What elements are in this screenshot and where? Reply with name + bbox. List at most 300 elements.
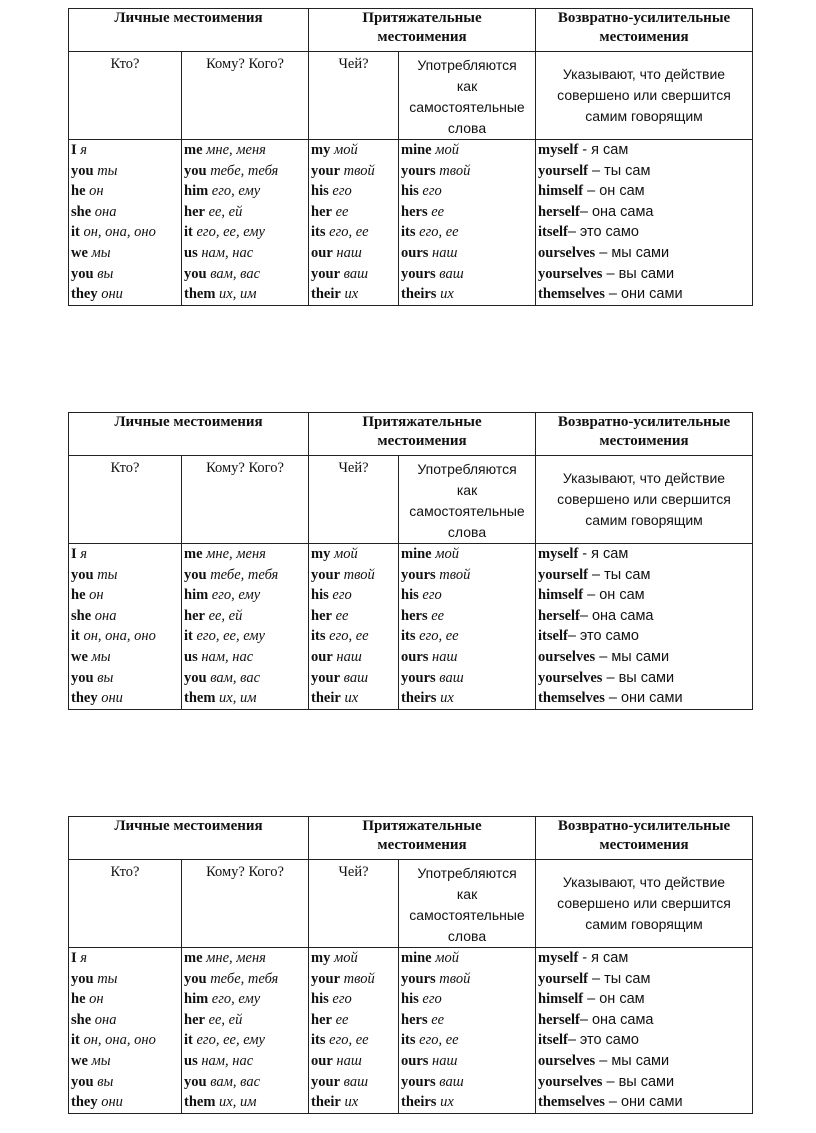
- english-pronoun: their: [311, 690, 341, 707]
- russian-translation: твой: [435, 970, 471, 987]
- russian-translation: вы: [93, 1073, 114, 1090]
- russian-translation: – она сама: [579, 607, 654, 624]
- russian-translation: наш: [428, 648, 458, 665]
- english-pronoun: she: [71, 203, 92, 220]
- subheader-text: [536, 52, 752, 127]
- english-pronoun: me: [184, 142, 203, 158]
- russian-translation: – мы сами: [595, 244, 670, 261]
- russian-translation: мой: [431, 546, 460, 562]
- possessive-entry: [311, 626, 398, 647]
- reflexive-pronouns-header: [536, 413, 753, 456]
- possessive-entry: [311, 585, 398, 606]
- english-pronoun: yourself: [538, 566, 588, 583]
- reflexive-pronouns-column: [536, 140, 753, 306]
- english-pronoun: yours: [401, 970, 436, 987]
- absolute-entry: [401, 969, 535, 990]
- subheader-line: как: [456, 482, 478, 498]
- absolute-entry: [401, 243, 535, 264]
- possessive-absolute-column: [399, 544, 536, 710]
- russian-translation: нам, нас: [197, 244, 254, 261]
- subheader-line: Употребляются: [417, 865, 517, 881]
- russian-translation: его, ее: [415, 1032, 459, 1049]
- absolute-entry: [401, 989, 535, 1010]
- russian-translation: ваш: [435, 265, 464, 282]
- subheader-line: слова: [447, 928, 487, 944]
- possessive-entry: [311, 181, 398, 202]
- subheader-line: самим говорящим: [585, 108, 703, 124]
- subject-entry: [71, 948, 181, 969]
- header-text: Личные местоимения: [114, 414, 263, 430]
- english-pronoun: you: [71, 1073, 94, 1090]
- russian-translation: – он сам: [583, 991, 645, 1008]
- russian-translation: их: [436, 1094, 454, 1111]
- subheader-line: слова: [447, 120, 487, 136]
- english-pronoun: their: [311, 286, 341, 303]
- subject-entry: [71, 1051, 181, 1072]
- possessive-entry: [311, 948, 398, 969]
- who-subheader: [69, 52, 182, 140]
- subheader-text: Чей?: [338, 56, 369, 72]
- subject-entry: [71, 161, 181, 182]
- absolute-entry: [401, 181, 535, 202]
- subject-entry: [71, 626, 181, 647]
- english-pronoun: herself: [538, 203, 580, 220]
- russian-translation: их: [436, 286, 454, 303]
- russian-translation: – она сама: [579, 1011, 654, 1028]
- english-pronoun: itself: [538, 224, 568, 241]
- object-entry: [184, 1030, 308, 1051]
- subheader-line: совершено или свершится: [557, 491, 731, 507]
- reflexive-pronouns-header: [536, 9, 753, 52]
- reflexive-entry: [538, 140, 752, 161]
- russian-translation: ваш: [340, 669, 369, 686]
- reflexive-entry: [538, 565, 752, 586]
- russian-translation: его, ее: [325, 224, 369, 241]
- object-entry: [184, 565, 308, 586]
- english-pronoun: herself: [538, 1011, 580, 1028]
- russian-translation: мне, меня: [202, 950, 266, 966]
- english-pronoun: ourselves: [538, 1052, 596, 1069]
- subject-entry: [71, 647, 181, 668]
- russian-translation: тебе, тебя: [206, 970, 279, 987]
- english-pronoun: itself: [538, 628, 568, 645]
- subject-entry: [71, 688, 181, 709]
- english-pronoun: you: [71, 265, 94, 282]
- english-pronoun: it: [184, 1032, 193, 1049]
- subject-entry: [71, 544, 181, 565]
- subheader-line: самостоятельные: [409, 503, 525, 519]
- russian-translation: мне, меня: [202, 546, 266, 562]
- russian-translation: они: [97, 286, 123, 303]
- russian-translation: он, она, оно: [79, 628, 156, 645]
- possessive-pronouns-header: [309, 817, 536, 860]
- subheader-text: [399, 456, 535, 543]
- english-pronoun: his: [401, 991, 419, 1008]
- russian-translation: я: [76, 142, 88, 158]
- russian-translation: мой: [330, 546, 358, 562]
- english-pronoun: she: [71, 607, 92, 624]
- subheader-text: Кто?: [110, 56, 140, 72]
- english-pronoun: him: [184, 587, 209, 604]
- subject-entry: [71, 284, 181, 305]
- english-pronoun: its: [311, 1032, 326, 1049]
- russian-translation: тебе, тебя: [206, 162, 279, 179]
- english-pronoun: it: [184, 628, 193, 645]
- russian-translation: – ты сам: [587, 970, 651, 987]
- english-pronoun: them: [184, 1094, 216, 1111]
- personal-pronouns-header: [69, 9, 309, 52]
- possessive-entry: [311, 969, 398, 990]
- subheader-line: самостоятельные: [409, 99, 525, 115]
- subheader-text: Кто?: [110, 460, 140, 476]
- russian-translation: ты: [93, 970, 118, 987]
- reflexive-entry: [538, 264, 752, 285]
- whose-subheader: [309, 860, 399, 948]
- subheader-line: совершено или свершится: [557, 87, 731, 103]
- subject-entry: [71, 1092, 181, 1113]
- subheader-text: Кому? Кого?: [206, 864, 284, 880]
- object-entry: [184, 626, 308, 647]
- reflexive-pronouns-column: [536, 948, 753, 1114]
- english-pronoun: its: [401, 224, 416, 241]
- english-pronoun: his: [311, 183, 329, 200]
- russian-translation: вам, вас: [206, 669, 261, 686]
- subject-pronouns-column: [69, 140, 182, 306]
- russian-translation: тебе, тебя: [206, 566, 279, 583]
- possessive-entry: [311, 202, 398, 223]
- subheader-line: самостоятельные: [409, 907, 525, 923]
- object-entry: [184, 264, 308, 285]
- header-text: Личные местоимения: [114, 818, 263, 834]
- header-text: местоимения: [377, 837, 467, 853]
- russian-translation: – это само: [567, 1032, 639, 1049]
- possessive-entry: [311, 688, 398, 709]
- russian-translation: наш: [332, 244, 362, 261]
- subject-entry: [71, 243, 181, 264]
- russian-translation: я: [76, 546, 88, 562]
- russian-translation: твой: [340, 162, 375, 179]
- subheader-text: Кому? Кого?: [206, 460, 284, 476]
- reflexive-entry: [538, 181, 752, 202]
- subject-pronouns-column: [69, 544, 182, 710]
- object-entry: [184, 969, 308, 990]
- russian-translation: он, она, оно: [79, 1032, 156, 1049]
- possessive-entry: [311, 140, 398, 161]
- absolute-entry: [401, 626, 535, 647]
- russian-translation: – ты сам: [587, 162, 651, 179]
- russian-translation: ее: [427, 203, 445, 220]
- whose-subheader: [309, 456, 399, 544]
- header-text: Возвратно-усилительные: [557, 414, 731, 430]
- russian-translation: мне, меня: [202, 142, 266, 158]
- object-entry: [184, 243, 308, 264]
- english-pronoun: itself: [538, 1032, 568, 1049]
- english-pronoun: yours: [401, 265, 436, 282]
- english-pronoun: they: [71, 690, 98, 707]
- header-text: местоимения: [377, 433, 467, 449]
- russian-translation: – он сам: [583, 587, 645, 604]
- subheader-line: Употребляются: [417, 461, 517, 477]
- english-pronoun: you: [71, 669, 94, 686]
- english-pronoun: it: [71, 628, 80, 645]
- absolute-entry: [401, 140, 535, 161]
- possessive-absolute-column: [399, 140, 536, 306]
- whom-subheader: [182, 52, 309, 140]
- whom-subheader: [182, 860, 309, 948]
- header-text: местоимения: [599, 837, 689, 853]
- russian-translation: ваш: [435, 669, 464, 686]
- english-pronoun: himself: [538, 991, 584, 1008]
- object-pronouns-column: [182, 140, 309, 306]
- object-entry: [184, 1072, 308, 1093]
- english-pronoun: him: [184, 183, 209, 200]
- russian-translation: я: [76, 950, 88, 966]
- english-pronoun: your: [311, 566, 341, 583]
- object-entry: [184, 181, 308, 202]
- personal-pronouns-header: [69, 413, 309, 456]
- subheader-text: Чей?: [338, 460, 369, 476]
- russian-translation: ее: [331, 203, 349, 220]
- who-subheader: [69, 456, 182, 544]
- absolute-entry: [401, 1072, 535, 1093]
- english-pronoun: hers: [401, 607, 428, 624]
- english-pronoun: his: [401, 183, 419, 200]
- english-pronoun: I: [71, 950, 77, 966]
- russian-translation: – они сами: [604, 690, 683, 707]
- header-text: Личные местоимения: [114, 10, 263, 26]
- russian-translation: его: [418, 587, 442, 604]
- russian-translation: его, ее, ему: [192, 224, 265, 241]
- subject-entry: [71, 969, 181, 990]
- russian-translation: он: [85, 183, 104, 200]
- header-text: Возвратно-усилительные: [557, 818, 731, 834]
- possessive-absolute-column: [399, 948, 536, 1114]
- english-pronoun: he: [71, 183, 86, 200]
- personal-pronouns-header: [69, 817, 309, 860]
- english-pronoun: yourself: [538, 162, 588, 179]
- english-pronoun: my: [311, 546, 331, 562]
- possessive-entry: [311, 1072, 398, 1093]
- english-pronoun: his: [311, 991, 329, 1008]
- english-pronoun: her: [311, 203, 332, 220]
- english-pronoun: mine: [401, 142, 432, 158]
- english-pronoun: you: [184, 970, 207, 987]
- possessive-entry: [311, 544, 398, 565]
- russian-translation: мой: [431, 142, 460, 158]
- russian-translation: твой: [340, 566, 375, 583]
- reflexive-entry: [538, 1072, 752, 1093]
- russian-translation: мы: [87, 648, 111, 665]
- possessive-entry: [311, 606, 398, 627]
- russian-translation: мой: [330, 950, 358, 966]
- pronoun-table: [68, 8, 753, 306]
- reflexive-entry: [538, 284, 752, 305]
- russian-translation: его, ему: [208, 183, 261, 200]
- subheader-line: как: [456, 886, 478, 902]
- russian-translation: он: [85, 587, 104, 604]
- english-pronoun: themselves: [538, 1094, 605, 1111]
- russian-translation: его, ее: [415, 628, 459, 645]
- possessive-adjectives-column: [309, 544, 399, 710]
- absolute-entry: [401, 161, 535, 182]
- russian-translation: твой: [435, 162, 471, 179]
- reflexive-entry: [538, 948, 752, 969]
- english-pronoun: her: [184, 203, 205, 220]
- english-pronoun: it: [71, 1032, 80, 1049]
- who-subheader: [69, 860, 182, 948]
- english-pronoun: ours: [401, 648, 429, 665]
- english-pronoun: them: [184, 286, 216, 303]
- english-pronoun: us: [184, 1052, 198, 1069]
- subject-entry: [71, 668, 181, 689]
- possessive-entry: [311, 243, 398, 264]
- english-pronoun: you: [184, 669, 207, 686]
- header-text: местоимения: [599, 433, 689, 449]
- russian-translation: их: [340, 1094, 359, 1111]
- russian-translation: ваш: [340, 265, 369, 282]
- english-pronoun: they: [71, 1094, 98, 1111]
- english-pronoun: it: [184, 224, 193, 241]
- russian-translation: ее: [331, 607, 349, 624]
- pronoun-table: [68, 412, 753, 710]
- subject-entry: [71, 1010, 181, 1031]
- russian-translation: его, ему: [208, 991, 261, 1008]
- subheader-text: Чей?: [338, 864, 369, 880]
- subject-entry: [71, 565, 181, 586]
- reflexive-entry: [538, 1010, 752, 1031]
- english-pronoun: myself: [538, 142, 579, 158]
- object-entry: [184, 1092, 308, 1113]
- english-pronoun: it: [71, 224, 80, 241]
- subject-entry: [71, 1030, 181, 1051]
- russian-translation: – это само: [567, 224, 639, 241]
- reflexive-entry: [538, 222, 752, 243]
- possessive-pronouns-header: [309, 413, 536, 456]
- reflexive-entry: [538, 161, 752, 182]
- english-pronoun: me: [184, 546, 203, 562]
- russian-translation: наш: [428, 1052, 458, 1069]
- russian-translation: нам, нас: [197, 1052, 254, 1069]
- russian-translation: ее, ей: [204, 607, 243, 624]
- english-pronoun: mine: [401, 546, 432, 562]
- english-pronoun: hers: [401, 1011, 428, 1028]
- possessive-entry: [311, 565, 398, 586]
- russian-translation: – они сами: [604, 1094, 683, 1111]
- english-pronoun: his: [311, 587, 329, 604]
- object-entry: [184, 606, 308, 627]
- possessive-entry: [311, 284, 398, 305]
- russian-translation: наш: [428, 244, 458, 261]
- reflexive-entry: [538, 585, 752, 606]
- header-text: местоимения: [599, 29, 689, 45]
- object-entry: [184, 948, 308, 969]
- header-text: Возвратно-усилительные: [557, 10, 731, 26]
- english-pronoun: I: [71, 142, 77, 158]
- possessive-entry: [311, 161, 398, 182]
- header-text: Притяжательные: [362, 10, 482, 26]
- russian-translation: его, ее: [325, 1032, 369, 1049]
- russian-translation: они: [97, 1094, 123, 1111]
- english-pronoun: its: [401, 628, 416, 645]
- russian-translation: - я сам: [578, 950, 629, 966]
- whose-subheader: [309, 52, 399, 140]
- english-pronoun: you: [71, 162, 94, 179]
- russian-translation: его, ее, ему: [192, 1032, 265, 1049]
- russian-translation: вам, вас: [206, 1073, 261, 1090]
- subject-entry: [71, 606, 181, 627]
- english-pronoun: yours: [401, 1073, 436, 1090]
- russian-translation: - я сам: [578, 142, 629, 158]
- object-entry: [184, 585, 308, 606]
- english-pronoun: her: [184, 607, 205, 624]
- english-pronoun: himself: [538, 587, 584, 604]
- russian-translation: ее, ей: [204, 203, 243, 220]
- english-pronoun: ours: [401, 244, 429, 261]
- russian-translation: его: [328, 183, 352, 200]
- russian-translation: вам, вас: [206, 265, 261, 282]
- english-pronoun: its: [311, 224, 326, 241]
- english-pronoun: your: [311, 970, 341, 987]
- absolute-entry: [401, 1092, 535, 1113]
- russian-translation: – ты сам: [587, 566, 651, 583]
- english-pronoun: your: [311, 265, 341, 282]
- possessive-entry: [311, 1092, 398, 1113]
- object-pronouns-column: [182, 544, 309, 710]
- english-pronoun: her: [311, 1011, 332, 1028]
- object-entry: [184, 140, 308, 161]
- absolute-entry: [401, 1030, 535, 1051]
- russian-translation: ты: [93, 566, 118, 583]
- russian-translation: вы: [93, 265, 114, 282]
- russian-translation: ваш: [435, 1073, 464, 1090]
- russian-translation: он, она, оно: [79, 224, 156, 241]
- russian-translation: их, им: [215, 690, 257, 707]
- english-pronoun: his: [401, 587, 419, 604]
- possessive-entry: [311, 668, 398, 689]
- standalone-subheader: [399, 456, 536, 544]
- reflexive-entry: [538, 969, 752, 990]
- subject-entry: [71, 264, 181, 285]
- subject-entry: [71, 1072, 181, 1093]
- english-pronoun: my: [311, 950, 331, 966]
- english-pronoun: I: [71, 546, 77, 562]
- english-pronoun: you: [184, 265, 207, 282]
- russian-translation: его: [328, 587, 352, 604]
- header-text: местоимения: [377, 29, 467, 45]
- russian-translation: – они сами: [604, 286, 683, 303]
- reflexive-entry: [538, 606, 752, 627]
- russian-translation: - я сам: [578, 546, 629, 562]
- subheader-line: Употребляются: [417, 57, 517, 73]
- absolute-entry: [401, 1051, 535, 1072]
- russian-translation: вы: [93, 669, 114, 686]
- reflexive-entry: [538, 626, 752, 647]
- russian-translation: ее: [427, 1011, 445, 1028]
- object-entry: [184, 647, 308, 668]
- russian-translation: она: [91, 203, 117, 220]
- russian-translation: – мы сами: [595, 648, 670, 665]
- english-pronoun: you: [184, 1073, 207, 1090]
- english-pronoun: ourselves: [538, 244, 596, 261]
- reflexive-entry: [538, 202, 752, 223]
- possessive-entry: [311, 222, 398, 243]
- absolute-entry: [401, 688, 535, 709]
- reflexive-description: [536, 52, 753, 140]
- subheader-line: Указывают, что действие: [562, 66, 726, 82]
- english-pronoun: we: [71, 648, 88, 665]
- possessive-entry: [311, 1051, 398, 1072]
- subheader-line: самим говорящим: [585, 512, 703, 528]
